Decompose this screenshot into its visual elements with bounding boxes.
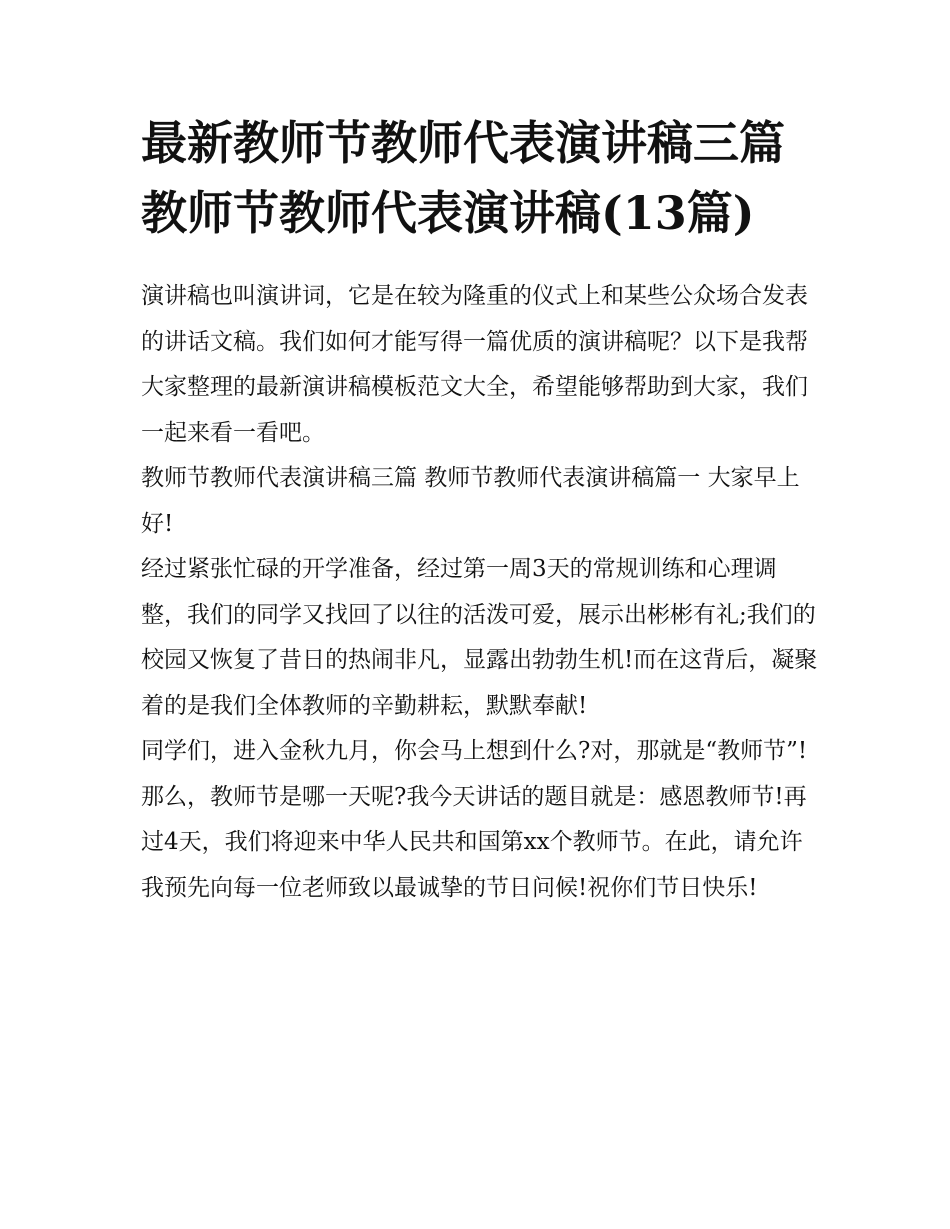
document-title: 最新教师节教师代表演讲稿三篇 教师节教师代表演讲稿(13篇) xyxy=(141,116,785,240)
paragraph-teachers-day: 同学们，进入金秋九月，你会马上想到什么?对，那就是“教师节”!那么，教师节是哪一天呢?我今天讲话的题目就是：感恩教师节!再过4天，我们将迎来中华人民共和国第xx个教师节。在此，请允许我预先向每一位老师致以最诚挚的节日问候!祝你们节日快乐! xyxy=(141,738,808,901)
paragraph-greeting: 教师节教师代表演讲稿三篇 教师节教师代表演讲稿篇一 大家早上好! xyxy=(141,465,800,537)
paragraph-intro: 演讲稿也叫演讲词，它是在较为隆重的仪式上和某些公众场合发表的讲话文稿。我们如何才能写得一篇优质的演讲稿呢？以下是我帮大家整理的最新演讲稿模板范文大全，希望能够帮助到大家，我们一起来看一看吧。 xyxy=(141,283,808,446)
document-page xyxy=(141,108,821,911)
paragraph-school-start: 经过紧张忙碌的开学准备，经过第一周3天的常规训练和心理调整，我们的同学又找回了以往的活泼可爱，展示出彬彬有礼;我们的校园又恢复了昔日的热闹非凡，显露出勃勃生机!而在这背后，凝聚着的是我们全体教师的辛勤耕耘，默默奉献! xyxy=(141,556,818,719)
